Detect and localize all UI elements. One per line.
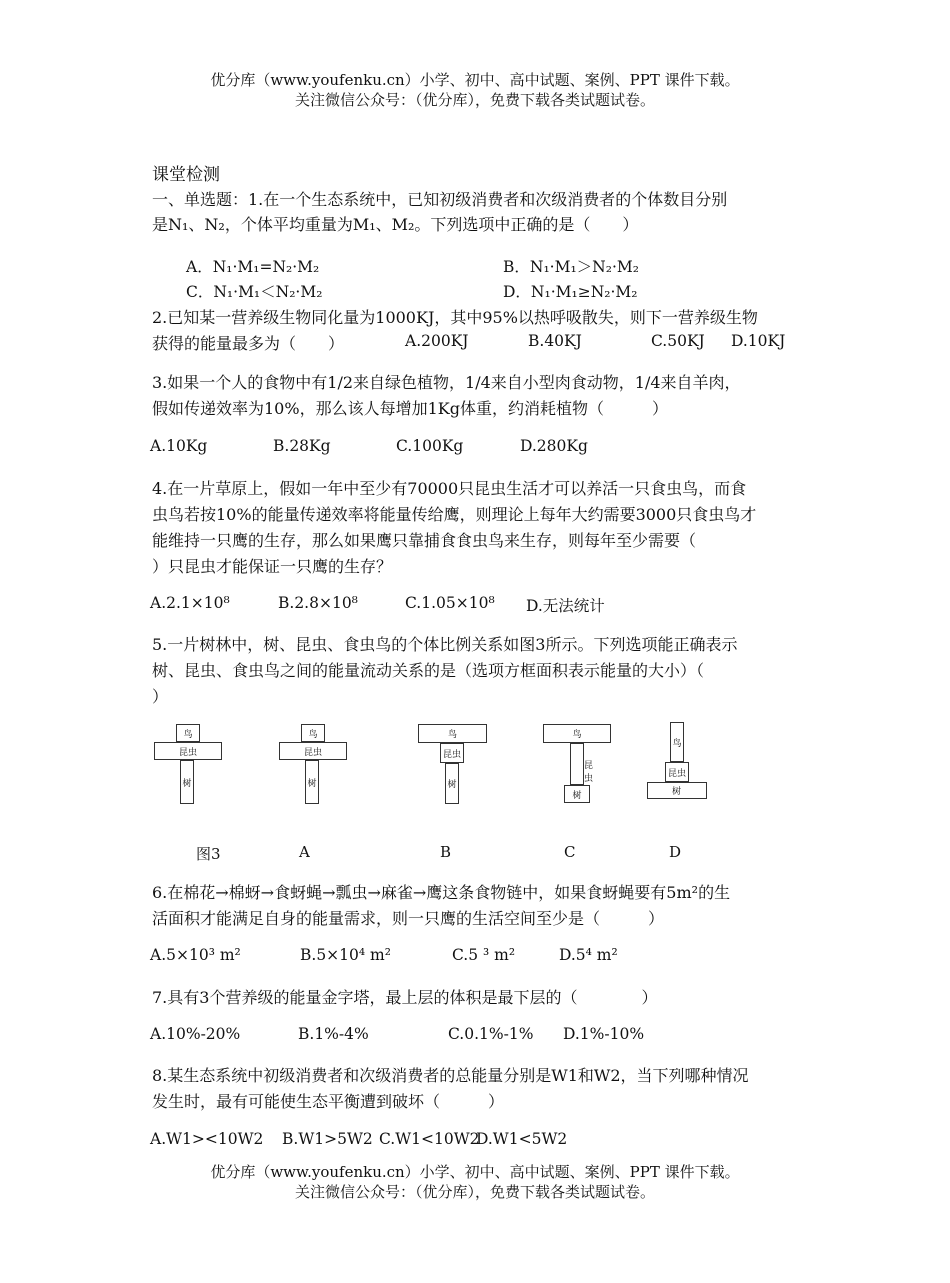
q1-option-d: D．N₁·M₁≥N₂·M₂: [503, 283, 638, 301]
q4-option-c: C.1.05×10⁸: [405, 594, 495, 612]
q7-option-b: B.1%-4%: [298, 1025, 369, 1043]
q8-option-a: A.W1><10W2: [150, 1130, 264, 1148]
figb-bird-box: 鸟: [418, 724, 487, 743]
q2-line-1: 2.已知某一营养级生物同化量为1000KJ，其中95%以热呼吸散失，则下一营养级生物: [152, 308, 758, 327]
figa-bird-box: 鸟: [301, 724, 325, 742]
q6-line-1: 6.在棉花→棉蚜→食蚜蝇→瓢虫→麻雀→鹰这条食物链中，如果食蚜蝇要有5m²的生: [152, 883, 731, 902]
figure-label-3: 图3: [196, 845, 221, 863]
figure-label-b: B: [440, 843, 452, 861]
q2-option-c: C.50KJ: [651, 332, 705, 350]
q1-line-1: 一、单选题：1.在一个生态系统中，已知初级消费者和次级消费者的个体数目分别: [152, 190, 728, 209]
figd-bird-box: 鸟: [670, 722, 684, 762]
q5-line-2: 树、昆虫、食虫鸟之间的能量流动关系的是（选项方框面积表示能量的大小）（: [152, 661, 705, 680]
q3-option-a: A.10Kg: [150, 437, 208, 455]
q8-option-c: C.W1<10W2: [379, 1130, 480, 1148]
header-line-2: 关注微信公众号：（优分库），免费下载各类试题试卷。: [294, 91, 655, 109]
q3-option-b: B.28Kg: [273, 437, 331, 455]
fig3-insect-box: 昆虫: [154, 742, 222, 760]
q4-option-d: D.无法统计: [526, 597, 605, 615]
q3-option-d: D.280Kg: [520, 437, 588, 455]
q6-line-2: 活面积才能满足自身的能量需求，则一只鹰的生活空间至少是（ ）: [152, 909, 665, 928]
q7-line-1: 7.具有3个营养级的能量金字塔，最上层的体积是最下层的（ ）: [152, 988, 658, 1007]
q2-line-2: 获得的能量最多为（ ）: [152, 334, 345, 353]
q2-option-a: A.200KJ: [405, 332, 469, 350]
figure-label-a: A: [299, 843, 310, 861]
figb-tree-box: 树: [445, 763, 459, 804]
q1-option-a: A．N₁·M₁=N₂·M₂: [186, 258, 320, 276]
q7-option-d: D.1%-10%: [563, 1025, 645, 1043]
q3-option-c: C.100Kg: [396, 437, 464, 455]
figc-bird-box: 鸟: [543, 724, 611, 743]
figc-insect-box: [570, 743, 584, 785]
figd-tree-box: 树: [647, 782, 707, 799]
figure-label-d: D: [669, 843, 682, 861]
q5-line-1: 5.一片树林中，树、昆虫、食虫鸟的个体比例关系如图3所示。下列选项能正确表示: [152, 635, 738, 654]
figd-insect-box: 昆虫: [665, 762, 689, 782]
q4-line-2: 虫鸟若按10%的能量传递效率将能量传给鹰，则理论上每年大约需要3000只食虫鸟才: [152, 505, 757, 524]
q3-line-1: 3.如果一个人的食物中有1/2来自绿色植物，1/4来自小型肉食动物，1/4来自羊肉，: [152, 373, 741, 392]
q8-option-d: D.W1<5W2: [476, 1130, 568, 1148]
q1-option-b: B．N₁·M₁＞N₂·M₂: [503, 258, 639, 276]
q4-line-1: 4.在一片草原上，假如一年中至少有70000只昆虫生活才可以养活一只食虫鸟，而食: [152, 479, 747, 498]
q7-option-c: C.0.1%-1%: [448, 1025, 534, 1043]
q2-option-b: B.40KJ: [528, 332, 582, 350]
q4-option-a: A.2.1×10⁸: [150, 594, 230, 612]
header-line-1: 优分库（www.youfenku.cn）小学、初中、高中试题、案例、PPT 课件下载。: [210, 71, 740, 89]
fig3-tree-box: 树: [180, 760, 194, 804]
q8-line-1: 8.某生态系统中初级消费者和次级消费者的总能量分别是W1和W2，当下列哪种情况: [152, 1066, 749, 1085]
q5-line-3: ）: [152, 687, 169, 706]
figa-insect-box: 昆虫: [279, 742, 347, 760]
figa-tree-box: 树: [305, 760, 319, 804]
page-title: 课堂检测: [152, 165, 220, 185]
figc-tree-box: 树: [564, 785, 590, 803]
q6-option-d: D.5⁴ m²: [559, 946, 618, 964]
q7-option-a: A.10%-20%: [150, 1025, 241, 1043]
fig3-bird-box: 鸟: [176, 724, 200, 742]
q2-option-d: D.10KJ: [731, 332, 786, 350]
q6-option-b: B.5×10⁴ m²: [300, 946, 391, 964]
q4-option-b: B.2.8×10⁸: [278, 594, 358, 612]
footer-line-2: 关注微信公众号：（优分库），免费下载各类试题试卷。: [294, 1183, 655, 1201]
q6-option-a: A.5×10³ m²: [150, 946, 241, 964]
q6-option-c: C.5 ³ m²: [452, 946, 516, 964]
figb-insect-box: 昆虫: [440, 743, 464, 763]
q8-line-2: 发生时，最有可能使生态平衡遭到破坏（ ）: [152, 1092, 505, 1111]
q3-line-2: 假如传递效率为10%，那么该人每增加1Kg体重，约消耗植物（ ）: [152, 399, 668, 418]
figc-insect-label: 昆虫: [584, 761, 594, 784]
q1-option-c: C．N₁·M₁＜N₂·M₂: [186, 283, 323, 301]
q1-line-2: 是N₁、N₂，个体平均重量为M₁、M₂。下列选项中正确的是（ ）: [152, 215, 639, 234]
figure-label-c: C: [564, 843, 576, 861]
q8-option-b: B.W1>5W2: [282, 1130, 373, 1148]
footer-line-1: 优分库（www.youfenku.cn）小学、初中、高中试题、案例、PPT 课件下载。: [210, 1163, 740, 1181]
q4-line-3: 能维持一只鹰的生存，那么如果鹰只靠捕食食虫鸟来生存，则每年至少需要（: [152, 531, 697, 550]
q4-line-4: ）只昆虫才能保证一只鹰的生存？: [152, 557, 393, 576]
